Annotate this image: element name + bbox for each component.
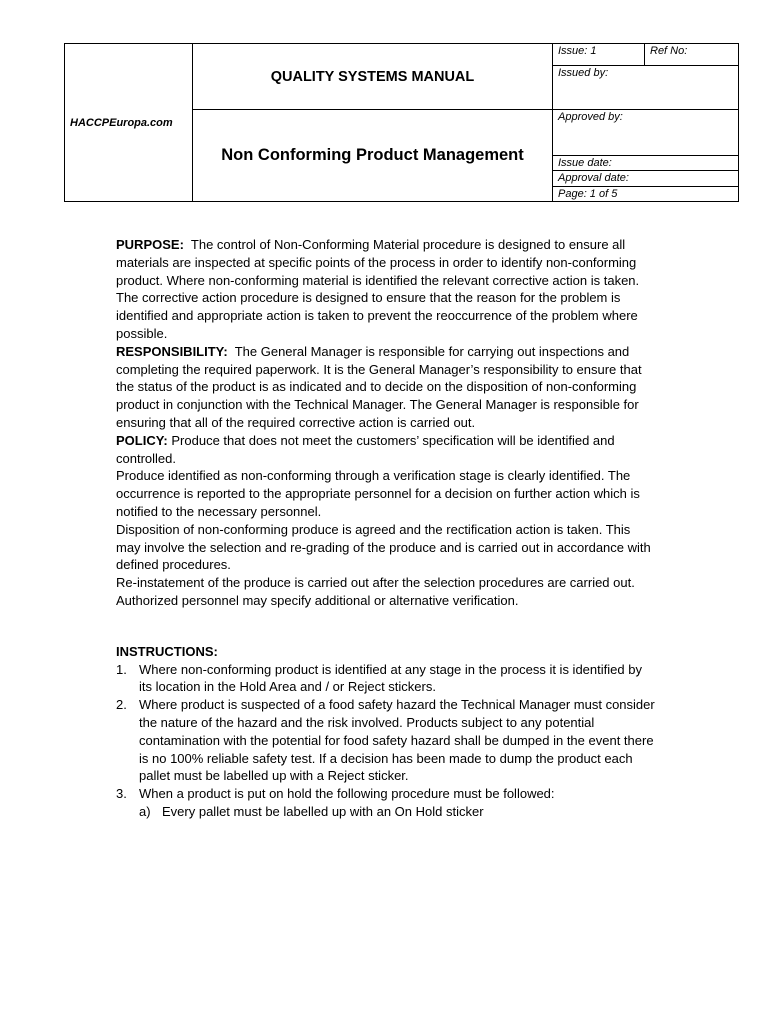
responsibility-label: RESPONSIBILITY:	[116, 343, 228, 359]
approved-by-field: Approved by:	[553, 110, 739, 156]
policy-section	[116, 432, 656, 610]
issue-field: Issue: 1	[553, 44, 645, 66]
responsibility-text: The General Manager is responsible for carrying out inspections and completing the required paperwork. It is the General Manager’s responsibility to ensure that the status of the product is as indicated and to decide on the disposition of non-conforming product in conjunction with the Technical Manager. The General Manager is responsible for ensuring that all of the required corrective action is carried out.	[116, 343, 642, 430]
instructions-section	[116, 643, 656, 821]
instructions-label: INSTRUCTIONS:	[116, 643, 218, 659]
purpose-text: The control of Non-Conforming Material procedure is designed to ensure all materials are inspected at specific points of the process in order to identify non-conforming product. Where non-conforming material is identified the relevant corrective action is taken. The corrective action procedure is designed to ensure that the reason for the problem is identified and appropriate action is taken to prevent the reoccurrence of the problem where possible.	[116, 237, 640, 341]
issue-date-field: Issue date:	[553, 156, 739, 171]
responsibility-section	[116, 343, 656, 432]
list-item: 2. Where product is suspected of a food safety hazard the Technical Manager must consider the nature of the hazard and the risk involved. Products subject to any potential contamination with the potential for food safety hazard shall be dumped in the event there is no 100% reliable safety test. If a decision has been made to dump the product each pallet must be labelled up with a Reject sticker.	[116, 697, 655, 784]
list-item: 1. Where non-conforming product is identified at any stage in the process it is identified by its location in the Hold Area and / or Reject stickers.	[116, 661, 642, 695]
policy-paragraph: Re-instatement of the produce is carried out after the selection procedures are carried out. Authorized personnel may specify additional or alternative verification.	[116, 575, 635, 608]
page-number: Page: 1 of 5	[558, 188, 618, 200]
ref-no-field: Ref No:	[645, 44, 739, 66]
issued-by-field: Issued by:	[553, 66, 739, 110]
list-item: 3. When a product is put on hold the following procedure must be followed: a) Every pallet must be labelled up with an On Hold sticker	[116, 785, 656, 821]
manual-title: QUALITY SYSTEMS MANUAL	[193, 44, 553, 110]
purpose-section	[116, 236, 656, 343]
approval-date-field: Approval date:	[553, 171, 738, 187]
policy-paragraph: Produce identified as non-conforming through a verification stage is clearly identified. The occurrence is reported to the appropriate personnel for a decision on further action which is notified to the necessary personnel.	[116, 468, 640, 519]
document-title: Non Conforming Product Management	[193, 110, 553, 202]
sub-list-item: a) Every pallet must be labelled up with an On Hold sticker	[139, 803, 484, 819]
organization-name: HACCPEuropa.com	[65, 44, 193, 202]
instructions-list	[116, 661, 656, 821]
document-body	[116, 236, 656, 821]
document-header-table	[64, 43, 739, 202]
policy-label: POLICY:	[116, 432, 168, 448]
purpose-label: PURPOSE:	[116, 237, 184, 252]
policy-paragraph: Disposition of non-conforming produce is agreed and the rectification action is taken. This may involve the selection and re-grading of the produce and is carried out in accordance with defined procedures.	[116, 521, 651, 573]
policy-lead: Produce that does not meet the customers’ specification will be identified and controlled.	[116, 432, 615, 466]
